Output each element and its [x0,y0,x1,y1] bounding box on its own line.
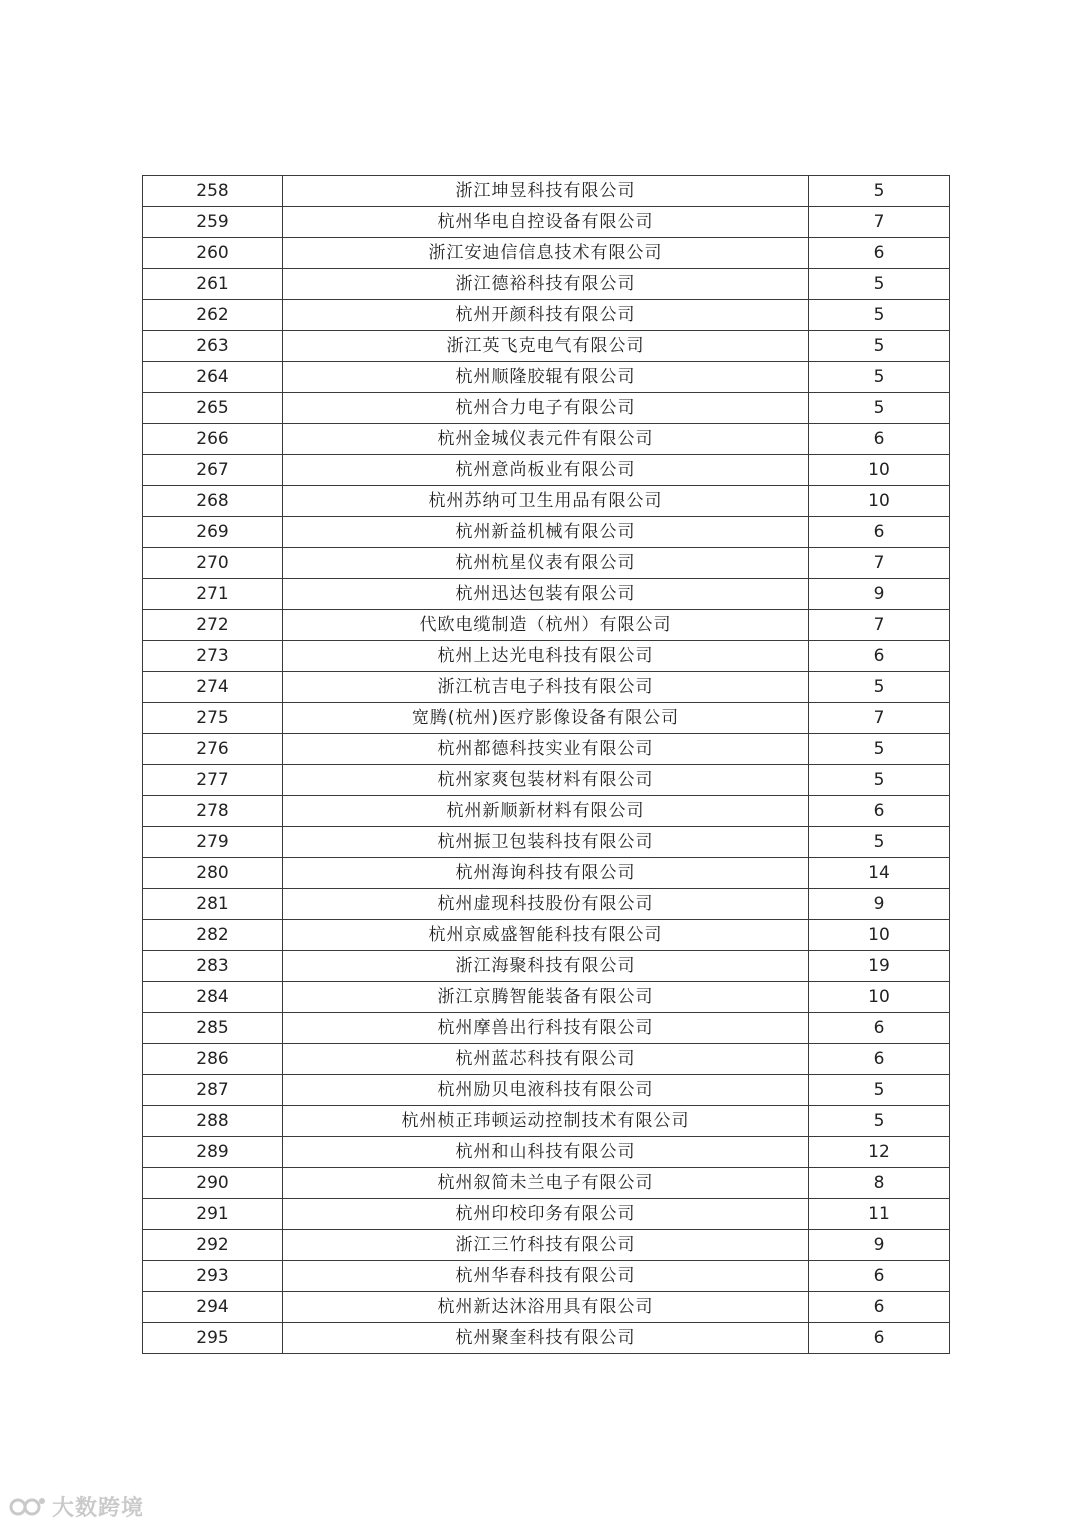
company-name-cell: 宽腾(杭州)医疗影像设备有限公司 [283,703,809,734]
company-name-cell: 浙江德裕科技有限公司 [283,269,809,300]
row-number-cell: 287 [143,1075,283,1106]
company-name-cell: 杭州意尚板业有限公司 [283,455,809,486]
table-row [143,889,950,920]
watermark-logo-icon [8,1493,48,1519]
count-cell: 9 [809,889,950,920]
row-number-cell: 272 [143,610,283,641]
company-name-cell: 杭州励贝电液科技有限公司 [283,1075,809,1106]
company-name-cell: 杭州新益机械有限公司 [283,517,809,548]
company-name-cell: 杭州家爽包装材料有限公司 [283,765,809,796]
row-number-cell: 274 [143,672,283,703]
company-name-cell: 杭州新顺新材料有限公司 [283,796,809,827]
row-number-cell: 277 [143,765,283,796]
table-row [143,641,950,672]
company-name-cell: 杭州顺隆胶辊有限公司 [283,362,809,393]
company-name-cell: 杭州聚奎科技有限公司 [283,1323,809,1354]
count-cell: 5 [809,362,950,393]
count-cell: 12 [809,1137,950,1168]
row-number-cell: 264 [143,362,283,393]
company-name-cell: 浙江三竹科技有限公司 [283,1230,809,1261]
count-cell: 9 [809,579,950,610]
count-cell: 7 [809,207,950,238]
company-name-cell: 杭州杭星仪表有限公司 [283,548,809,579]
company-name-cell: 杭州新达沐浴用具有限公司 [283,1292,809,1323]
company-name-cell: 浙江坤昱科技有限公司 [283,176,809,207]
table-row [143,207,950,238]
table-row [143,672,950,703]
table-row [143,610,950,641]
count-cell: 14 [809,858,950,889]
company-name-cell: 杭州振卫包装科技有限公司 [283,827,809,858]
table-row [143,920,950,951]
count-cell: 10 [809,982,950,1013]
row-number-cell: 261 [143,269,283,300]
table-row [143,238,950,269]
table-row [143,176,950,207]
table-row [143,269,950,300]
company-name-cell: 杭州摩兽出行科技有限公司 [283,1013,809,1044]
watermark [8,1488,144,1524]
row-number-cell: 273 [143,641,283,672]
table-row [143,331,950,362]
company-name-cell: 杭州金城仪表元件有限公司 [283,424,809,455]
row-number-cell: 283 [143,951,283,982]
company-name-cell: 浙江杭吉电子科技有限公司 [283,672,809,703]
count-cell: 19 [809,951,950,982]
row-number-cell: 294 [143,1292,283,1323]
company-name-cell: 杭州和山科技有限公司 [283,1137,809,1168]
count-cell: 5 [809,765,950,796]
row-number-cell: 267 [143,455,283,486]
table-row [143,796,950,827]
table-row [143,827,950,858]
table-row [143,424,950,455]
table-row [143,1013,950,1044]
company-name-cell: 代欧电缆制造（杭州）有限公司 [283,610,809,641]
company-name-cell: 杭州桢正玮顿运动控制技术有限公司 [283,1106,809,1137]
table-row [143,734,950,765]
row-number-cell: 288 [143,1106,283,1137]
count-cell: 7 [809,610,950,641]
row-number-cell: 292 [143,1230,283,1261]
count-cell: 5 [809,176,950,207]
count-cell: 7 [809,548,950,579]
row-number-cell: 270 [143,548,283,579]
row-number-cell: 260 [143,238,283,269]
row-number-cell: 266 [143,424,283,455]
count-cell: 5 [809,331,950,362]
count-cell: 5 [809,827,950,858]
company-name-cell: 浙江安迪信信息技术有限公司 [283,238,809,269]
table-row [143,1044,950,1075]
row-number-cell: 291 [143,1199,283,1230]
company-name-cell: 杭州上达光电科技有限公司 [283,641,809,672]
count-cell: 5 [809,734,950,765]
table-row [143,1261,950,1292]
table-row [143,393,950,424]
row-number-cell: 295 [143,1323,283,1354]
table-row [143,765,950,796]
row-number-cell: 279 [143,827,283,858]
table-row [143,982,950,1013]
row-number-cell: 265 [143,393,283,424]
row-number-cell: 286 [143,1044,283,1075]
company-name-cell: 杭州虚现科技股份有限公司 [283,889,809,920]
company-name-cell: 杭州苏纳可卫生用品有限公司 [283,486,809,517]
table-row [143,548,950,579]
table-body [143,176,950,1354]
company-name-cell: 杭州叙简未兰电子有限公司 [283,1168,809,1199]
row-number-cell: 271 [143,579,283,610]
count-cell: 5 [809,1075,950,1106]
company-name-cell: 杭州海询科技有限公司 [283,858,809,889]
table-row [143,362,950,393]
count-cell: 6 [809,1013,950,1044]
table-row [143,703,950,734]
row-number-cell: 280 [143,858,283,889]
company-name-cell: 杭州华电自控设备有限公司 [283,207,809,238]
count-cell: 5 [809,300,950,331]
count-cell: 6 [809,641,950,672]
table-row [143,951,950,982]
table-row [143,486,950,517]
table-row [143,579,950,610]
count-cell: 8 [809,1168,950,1199]
row-number-cell: 269 [143,517,283,548]
count-cell: 5 [809,269,950,300]
row-number-cell: 275 [143,703,283,734]
count-cell: 10 [809,455,950,486]
company-name-cell: 杭州印校印务有限公司 [283,1199,809,1230]
table-row [143,1106,950,1137]
count-cell: 6 [809,1292,950,1323]
table-row [143,455,950,486]
company-name-cell: 杭州开颜科技有限公司 [283,300,809,331]
company-name-cell: 浙江英飞克电气有限公司 [283,331,809,362]
table-row [143,1323,950,1354]
row-number-cell: 276 [143,734,283,765]
company-name-cell: 浙江海聚科技有限公司 [283,951,809,982]
row-number-cell: 290 [143,1168,283,1199]
row-number-cell: 293 [143,1261,283,1292]
row-number-cell: 263 [143,331,283,362]
row-number-cell: 285 [143,1013,283,1044]
table-row [143,1168,950,1199]
watermark-text: 大数跨境 [52,1495,145,1521]
count-cell: 5 [809,393,950,424]
table-row [143,1230,950,1261]
row-number-cell: 282 [143,920,283,951]
count-cell: 6 [809,517,950,548]
company-name-cell: 杭州合力电子有限公司 [283,393,809,424]
count-cell: 5 [809,1106,950,1137]
count-cell: 7 [809,703,950,734]
row-number-cell: 268 [143,486,283,517]
table-row [143,517,950,548]
count-cell: 6 [809,1323,950,1354]
count-cell: 6 [809,238,950,269]
count-cell: 6 [809,1044,950,1075]
table-row [143,1075,950,1106]
count-cell: 5 [809,672,950,703]
row-number-cell: 262 [143,300,283,331]
row-number-cell: 281 [143,889,283,920]
row-number-cell: 278 [143,796,283,827]
table-row [143,858,950,889]
company-table [142,175,950,1354]
company-name-cell: 杭州迅达包装有限公司 [283,579,809,610]
row-number-cell: 284 [143,982,283,1013]
table-row [143,300,950,331]
count-cell: 11 [809,1199,950,1230]
count-cell: 6 [809,1261,950,1292]
table-row [143,1137,950,1168]
company-name-cell: 杭州京威盛智能科技有限公司 [283,920,809,951]
count-cell: 10 [809,920,950,951]
row-number-cell: 289 [143,1137,283,1168]
table-row [143,1292,950,1323]
company-name-cell: 杭州华春科技有限公司 [283,1261,809,1292]
row-number-cell: 259 [143,207,283,238]
count-cell: 6 [809,796,950,827]
table-row [143,1199,950,1230]
company-name-cell: 杭州都德科技实业有限公司 [283,734,809,765]
row-number-cell: 258 [143,176,283,207]
count-cell: 10 [809,486,950,517]
count-cell: 9 [809,1230,950,1261]
company-name-cell: 杭州蓝芯科技有限公司 [283,1044,809,1075]
count-cell: 6 [809,424,950,455]
company-name-cell: 浙江京腾智能装备有限公司 [283,982,809,1013]
